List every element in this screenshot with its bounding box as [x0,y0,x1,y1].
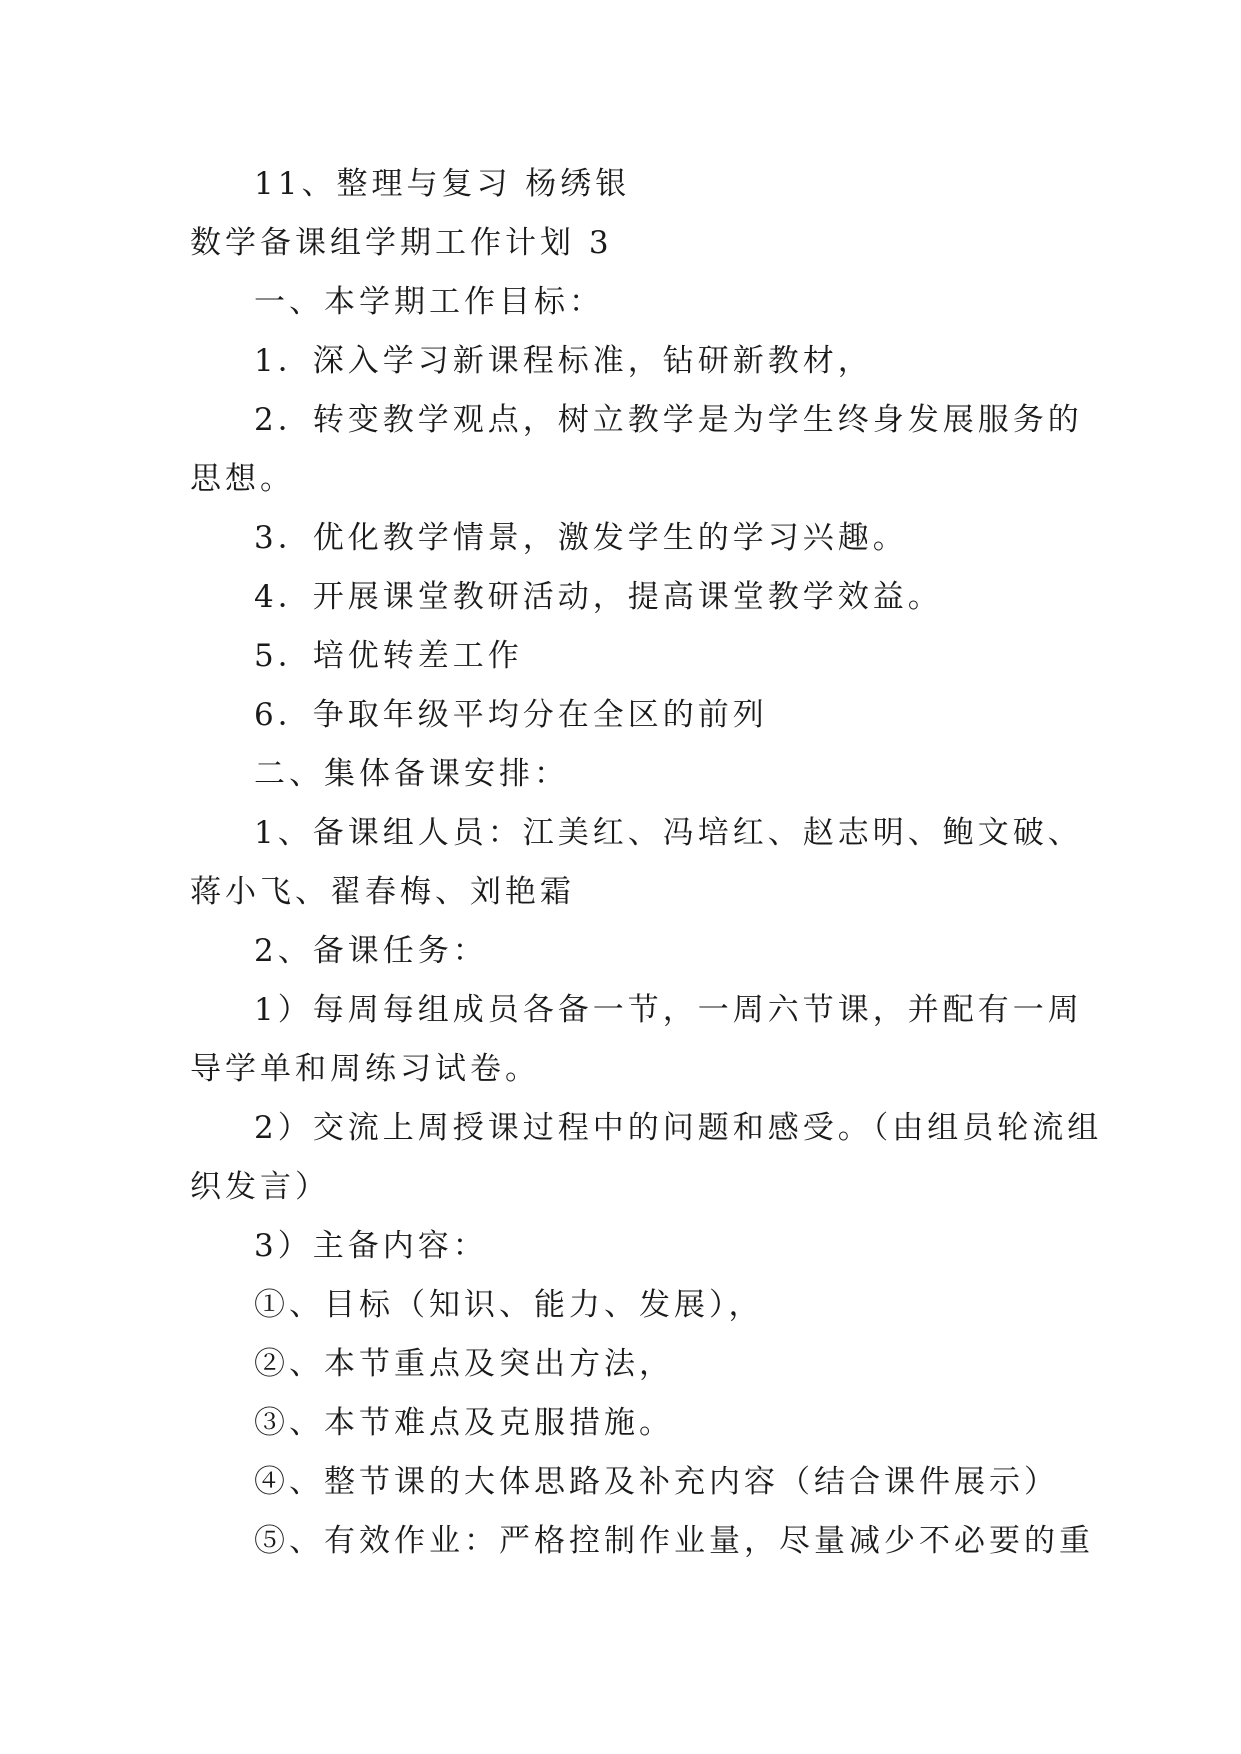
text-line: 1）每周每组成员各备一节，一周六节课，并配有一周 [254,992,1083,1028]
text-line: 2、备课任务： [254,933,488,969]
section-title: 数学备课组学期工作计划 3 [190,225,613,261]
text-line: 5．培优转差工作 [254,638,523,674]
text-line: 6．争取年级平均分在全区的前列 [254,697,768,733]
heading: 一、本学期工作目标： [254,284,604,320]
text-line: 蒋小飞、翟春梅、刘艳霜 [190,874,575,910]
text-line: ③、本节难点及克服措施。 [254,1405,674,1441]
text-line: 2．转变教学观点，树立教学是为学生终身发展服务的 [254,402,1083,438]
text-line: 织发言） [190,1169,330,1205]
text-line: 11、整理与复习 杨绣银 [254,166,631,202]
text-line: ④、整节课的大体思路及补充内容（结合课件展示） [254,1464,1059,1500]
text-line: 导学单和周练习试卷。 [190,1051,540,1087]
text-line: ①、目标（知识、能力、发展）， [254,1287,764,1323]
heading: 二、集体备课安排： [254,756,569,792]
text-line: 3）主备内容： [254,1228,488,1264]
text-line: 2）交流上周授课过程中的问题和感受。（由组员轮流组 [254,1110,1103,1146]
text-line: ⑤、有效作业：严格控制作业量，尽量减少不必要的重 [254,1523,1094,1559]
text-line: 1．深入学习新课程标准，钻研新教材， [254,343,873,379]
text-line: 思想。 [190,461,295,497]
text-line: 1、备课组人员：江美红、冯培红、赵志明、鲍文破、 [254,815,1083,851]
text-line: 3．优化教学情景，激发学生的学习兴趣。 [254,520,908,556]
text-line: 4．开展课堂教研活动，提高课堂教学效益。 [254,579,943,615]
text-line: ②、本节重点及突出方法， [254,1346,674,1382]
